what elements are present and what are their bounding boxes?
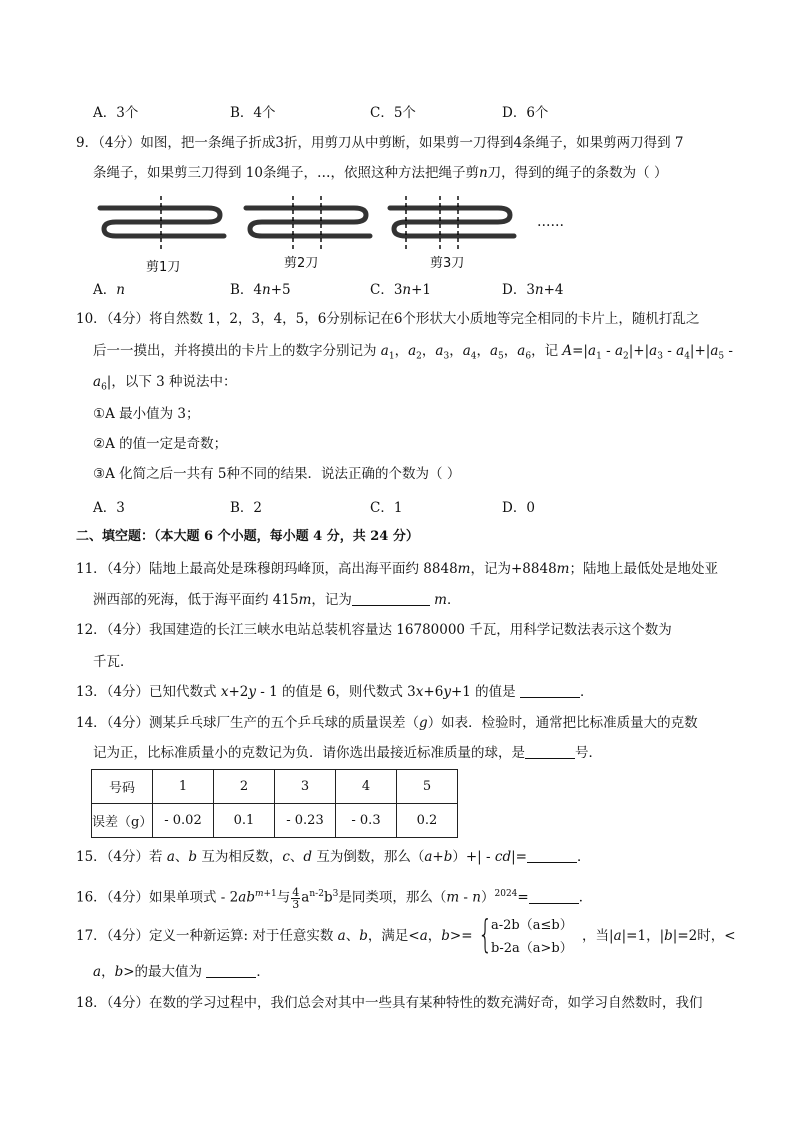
q10-line-1: 10．（4分）将自然数 1，2，3，4，5，6分别标记在6个形状大小质地等完全相同的卡片上，随机打乱之 <box>76 311 700 327</box>
table-cell: 号码 <box>92 770 153 804</box>
fig-ellipsis: …… <box>537 214 564 230</box>
q15-line: 15．（4分）若 a、b 互为相反数，c、d 互为倒数，那么（a+b）+| - cd|= ． <box>76 849 591 865</box>
fig-label-cut2: 剪2刀 <box>284 256 319 271</box>
q14-error-table <box>91 769 458 838</box>
q10-line-2: 后一一摸出，并将摸出的卡片上的数字分别记为 $a_1$，$a_2$，$a_3$，$a_4$，$a_5$，$a_6$，记 $A=|a_1 - a_2|+|a_3 - a_4|+|a_5$ - <box>93 343 733 362</box>
q10-statement-2: ②A 的值一定是奇数； <box>93 436 228 452</box>
q14-line-1: 14．（4分）测某乒乓球厂生产的五个乒乓球的质量误差（g）如表．检验时，通常把比标准质量大的克数 <box>76 715 698 731</box>
table-cell: - 0.3 <box>336 804 397 838</box>
q10-option-b: B．2 <box>230 500 263 516</box>
q10-option-c: C．1 <box>370 500 403 516</box>
q11-line-1: 11．（4分）陆地上最高处是珠穆朗玛峰顶，高出海平面约 8848m，记为+8848m；陆地上最低处是地处亚 <box>76 561 718 577</box>
q9-line-1: 9．（4分）如图，把一条绳子折成3折，用剪刀从中剪断，如果剪一刀得到4条绳子，如果剪两刀得到 7 <box>76 135 684 151</box>
q12-line-2: 千瓦． <box>93 654 134 670</box>
q10-option-a: A．3 <box>93 500 125 516</box>
q14-answer-blank[interactable] <box>525 744 575 759</box>
q10-line-3: $a_6|$，以下 3 种说法中： <box>93 374 237 393</box>
q8-option-b: B．4个 <box>230 105 276 121</box>
q9-line-2: 条绳子，如果剪三刀得到 10条绳子，…，依照这种方法把绳子剪n刀，得到的绳子的条数为（ ） <box>93 165 668 181</box>
q16-line: 16．（4分）如果单项式 - $2ab^{m+1}$与 $\frac{4}{3}$ $a^{n-2}b^3$是同类项，那么（m - n）$^{2024}$= ． <box>76 885 593 911</box>
q17-line-1-pre: 17．（4分）定义一种新运算: 对于任意实数 a、b，满足<a，b>= <box>76 928 473 944</box>
q8-option-c: C．5个 <box>370 105 416 121</box>
q10-statement-3: ③A 化简之后一共有 5种不同的结果．说法正确的个数为（ ） <box>93 466 461 482</box>
table-cell: 误差（g） <box>92 804 153 838</box>
table-cell: 3 <box>275 770 336 804</box>
q15-answer-blank[interactable] <box>527 848 577 863</box>
q13-answer-blank[interactable] <box>520 683 580 698</box>
table-cell: 5 <box>397 770 458 804</box>
q9-option-d: D．3n+4 <box>502 282 564 298</box>
q9-option-b: B．4n+5 <box>230 282 291 298</box>
q17-case-2: b-2a（a>b） <box>491 941 573 956</box>
q9-option-a: A．n <box>93 282 125 298</box>
q8-option-d: D．6个 <box>502 105 549 121</box>
table-cell: - 0.02 <box>153 804 214 838</box>
table-cell: 1 <box>153 770 214 804</box>
table-cell: - 0.23 <box>275 804 336 838</box>
section-heading-fill-in: 二、填空题：（本大题 6 个小题，每小题 4 分，共 24 分） <box>76 529 419 544</box>
q10-option-d: D．0 <box>502 500 535 516</box>
q11-answer-blank[interactable] <box>352 591 430 606</box>
q13-line: 13．（4分）已知代数式 x+2y - 1 的值是 6，则代数式 3x+6y+1 的值是 ． <box>76 684 594 700</box>
table-cell: 0.2 <box>397 804 458 838</box>
q14-line-2: 记为正，比标准质量小的克数记为负．请你选出最接近标准质量的球，是 号． <box>93 745 602 761</box>
fraction-4-3: $\frac{4}{3}$ <box>292 885 300 911</box>
q18-line-1: 18．（4分）在数的学习过程中，我们总会对其中一些具有某种特性的数充满好奇，如学习自然数时，我们 <box>76 995 703 1011</box>
q17-line-1-post: ，当|a|=1，|b|=2时，< <box>582 928 736 944</box>
fig-label-cut3: 剪3刀 <box>430 256 465 271</box>
q10-statement-1: ①A 最小值为 3； <box>93 406 200 422</box>
q16-answer-blank[interactable] <box>529 889 579 904</box>
q12-line-1: 12．（4分）我国建造的长江三峡水电站总装机容量达 16780000 千瓦，用科学记数法表示这个数为 <box>76 622 672 638</box>
q8-option-a: A．3个 <box>93 105 139 121</box>
table-row <box>92 804 458 838</box>
q9-option-c: C．3n+1 <box>370 282 432 298</box>
q17-answer-blank[interactable] <box>206 963 256 978</box>
table-row <box>92 770 458 804</box>
table-cell: 2 <box>214 770 275 804</box>
q17-line-2: a，b>的最大值为 ． <box>93 964 270 980</box>
table-cell: 0.1 <box>214 804 275 838</box>
table-cell: 4 <box>336 770 397 804</box>
piecewise-brace: { <box>478 912 493 956</box>
q11-line-2: 洲西部的死海，低于海平面约 415m，记为 m． <box>93 592 461 608</box>
q17-case-1: a-2b（a≤b） <box>491 918 573 933</box>
fig-label-cut1: 剪1刀 <box>146 260 181 275</box>
